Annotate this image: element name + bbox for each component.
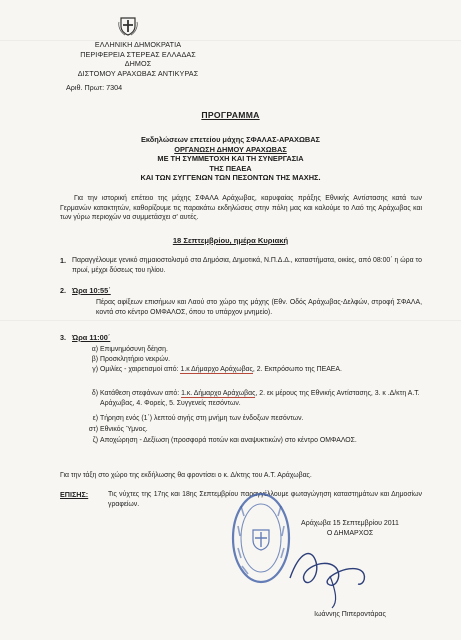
handwritten-signature-icon	[270, 540, 390, 610]
mayor-reference: 1.κ Δήμαρχο Αράχωβας	[180, 366, 253, 373]
item-text: Τήρηση ενός (1΄) λεπτού σιγής στη μνήμη των ένδοξων πεσόντων.	[100, 415, 304, 422]
item-text: Αποχώρηση - Δεξίωση (προσφορά ποτών και αναψυκτικών) στο κέντρο ΟΜΦΑΛΟΣ.	[100, 437, 357, 444]
item-text: Επιμνημόσυνη δέηση.	[100, 346, 168, 353]
item-label: ζ)	[92, 437, 98, 444]
program-item-d	[91, 389, 422, 408]
section-3-number: 3.	[60, 333, 66, 342]
program-item-e	[92, 414, 422, 424]
item-text-post: , 2. Εκπρόσωπο της ΠΕΑΕΑ.	[252, 366, 342, 373]
item-text-post: , 2. εκ μέρους της Εθνικής Αντίστασης, 3. κ .Δ/κτη Α.Τ. Αράχωβας, 4. Φορείς, 5. Συγγενείς πεσόντων.	[100, 390, 420, 407]
section-1-number: 1.	[60, 256, 66, 265]
program-item-b	[91, 355, 422, 365]
program-item-st	[88, 425, 422, 435]
item-text-pre: Κατάθεση στεφάνων από:	[100, 390, 182, 397]
item-label: στ)	[88, 426, 98, 433]
signature-name: Ιωάννης Πιπεροντάρας	[314, 611, 386, 618]
section-2-text: Πέρας αφίξεων επισήμων και Λαού στο χώρο της μάχης (Εθν. Οδός Αράχωβας-Δελφών, στροφή ΣΦΑΛΑ, κοντά στο κέντρο ΟΜΦΑΛΟΣ, όπου το υπάρχον μνημείο).	[96, 299, 422, 316]
intro-paragraph: Για την ιστορική επέτειο της μάχης ΣΦΑΛΑ Αράχωβας, καρυφαίας πράξης Εθνικής Αντίστασης κατά των Γερμανών κατακτητών, καθορίζουμε τις παρακάτω εκδηλώσεις στην πόλη μας και καλούμε το Λαό της Αράχωβας και των γύρω περιοχών να συμμετάσχει σ' αυτές.	[60, 195, 422, 222]
document-title: ΠΡΟΓΡΑΜΜΑ	[201, 110, 260, 120]
closing-note: Για την τάξη στο χώρο της εκδήλωσης θα φροντίσει ο κ. Δ/κτης του Α.Τ. Αράχωβας.	[60, 472, 312, 479]
program-item-a	[91, 345, 422, 355]
subtitle-line-5: ΚΑΙ ΤΩΝ ΣΥΓΓΕΝΩΝ ΤΩΝ ΠΕΣΟΝΤΩΝ ΤΗΣ ΜΑΧΗΣ.	[140, 173, 321, 182]
item-text: Προσκλητήριο νεκρών.	[100, 356, 171, 363]
mayor-reference: 1.κ. Δήμαρχο Αράχωβας	[181, 390, 256, 397]
program-item-c	[92, 365, 422, 375]
subtitle-line-3: ΜΕ ΤΗ ΣΥΜΜΕΤΟΧΗ ΚΑΙ ΤΗ ΣΥΝΕΡΓΑΣΙΑ	[157, 154, 304, 163]
item-text-pre: Ομιλίες - χαιρετισμοί από:	[100, 366, 181, 373]
section-2-number: 2.	[60, 286, 66, 295]
item-label: β)	[91, 356, 98, 363]
signature-place-date: Αράχωβα 15 Σεπτεμβρίου 2011	[301, 520, 399, 527]
greek-emblem-icon	[118, 16, 138, 36]
header-region: ΠΕΡΙΦΕΡΕΙΑ ΣΤΕΡΕΑΣ ΕΛΛΑΔΑΣ	[80, 49, 196, 59]
section-1-text: Παραγγέλουμε γενικό σημαιοστολισμό στα Δημόσια, Δημοτικά, Ν.Π.Δ.Δ., καταστήματα, οικίες, από 08:00΄ η ώρα το πρωί, μέχρι δύσεως του ηλίου.	[72, 257, 422, 274]
header-country: ΕΛΛΗΝΙΚΗ ΔΗΜΟΚΡΑΤΙΑ	[94, 40, 182, 49]
subtitle-line-2: ΟΡΓΑΝΩΣΗ ΔΗΜΟΥ ΑΡΑΧΩΒΑΣ	[174, 144, 287, 154]
also-text: Τις νύχτες της 17ης και 18ης Σεπτεμβρίου παραγγέλλουμε φωταγώγηση καταστημάτων και Δημοσίων γραφείων.	[108, 491, 422, 508]
section-2-heading: Ώρα 10:55΄	[72, 286, 111, 295]
scan-artifact	[0, 320, 461, 321]
header-municipality-name: ΔΙΣΤΟΜΟΥ ΑΡΑΧΩΒΑΣ ΑΝΤΙΚΥΡΑΣ	[77, 68, 199, 78]
event-date: 18 Σεπτεμβρίου, ημέρα Κυριακή	[172, 236, 289, 245]
header-municipality-label: ΔΗΜΟΣ	[124, 59, 152, 68]
protocol-number: Αριθ. Πρωτ: 7304	[66, 83, 123, 92]
subtitle-line-4: ΤΗΣ ΠΕΑΕΑ	[209, 163, 252, 173]
program-item-z	[92, 436, 422, 446]
item-label: δ)	[91, 390, 98, 397]
item-label: ε)	[92, 415, 98, 422]
section-3-heading: Ώρα 11:00΄	[72, 333, 111, 342]
item-label: α)	[91, 346, 98, 353]
signature-role: Ο ΔΗΜΑΡΧΟΣ	[326, 530, 374, 537]
item-label: γ)	[92, 366, 98, 373]
subtitle-line-1: Εκδηλώσεων επετείου μάχης ΣΦΑΛΑΣ-ΑΡΑΧΩΒΑΣ	[141, 135, 320, 144]
also-label: ΕΠΙΣΗΣ:	[60, 490, 89, 499]
item-text: Εθνικός Ύμνος.	[100, 426, 148, 433]
